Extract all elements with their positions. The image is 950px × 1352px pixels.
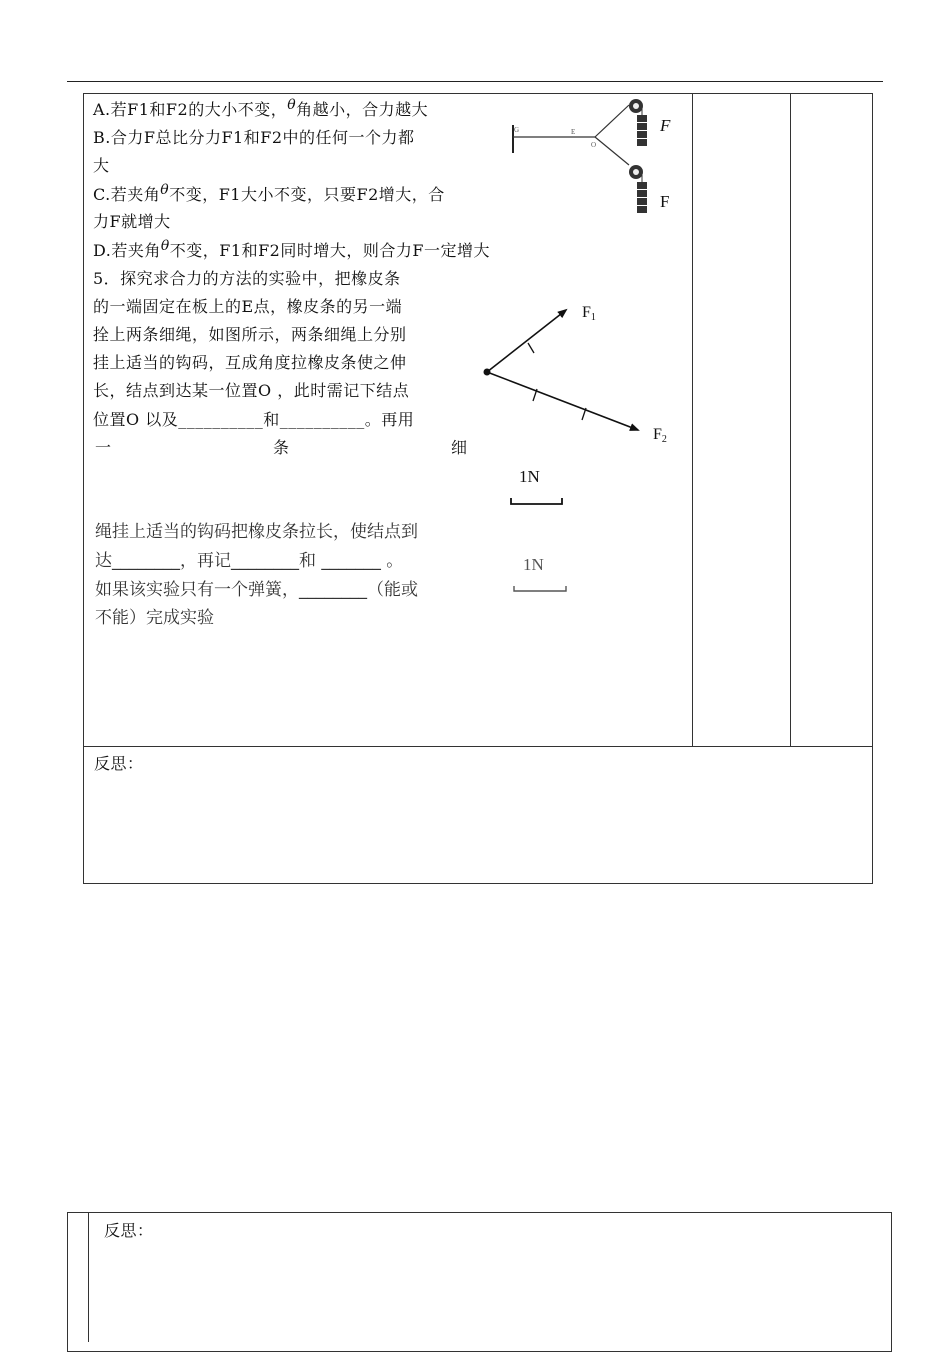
spread-word-3: 细 <box>450 438 467 457</box>
weight-stack-bottom <box>637 182 647 213</box>
spread-word-1: 一 <box>95 438 112 457</box>
option-b-continued: 大 <box>93 156 110 175</box>
option-a-text-pre: A.若F1和F2的大小不变， <box>93 100 288 119</box>
q5-line-1: 5．探究求合力的方法的实验中，把橡皮条 <box>93 269 401 288</box>
tick-f1 <box>528 343 534 353</box>
q5-line-3: 拴上两条细绳，如图所示，两条细绳上分别 <box>93 325 407 344</box>
string-down <box>595 137 629 165</box>
vector-f2 <box>487 372 638 430</box>
theta-symbol: θ <box>287 97 297 113</box>
label-e: E <box>571 128 576 136</box>
spread-word-2: 条 <box>272 438 289 457</box>
theta-symbol: θ <box>160 182 170 198</box>
option-c <box>93 182 445 206</box>
pulley-top-hub <box>633 103 639 109</box>
bottom-table <box>67 1212 892 1352</box>
option-c-text-post: 不变，F1大小不变，只要F2增大，合 <box>169 185 445 204</box>
bottom-reflection-label: 反思： <box>104 1221 154 1240</box>
header-rule <box>67 81 883 82</box>
scale-bar-faded <box>514 586 566 591</box>
label-f1: F1 <box>582 304 596 323</box>
option-a-text-post: 角越小，合力越大 <box>296 100 429 119</box>
force-vector-figure <box>478 295 688 600</box>
knot-point-o <box>484 369 491 376</box>
label-o: O <box>591 141 597 149</box>
option-a <box>93 97 429 121</box>
theta-symbol: θ <box>160 238 170 254</box>
q5-line-7 <box>95 438 467 458</box>
option-c-continued: 力F就增大 <box>93 212 171 231</box>
weight-stack-top <box>637 115 647 146</box>
q5-line-5: 长，结点到达某一位置O ，此时需记下结点 <box>93 381 410 400</box>
scale-bar <box>511 498 562 504</box>
scan-line-2: 达________，再记________和 _______ 。 <box>95 551 404 571</box>
label-f-top: F <box>660 116 671 135</box>
table-column-divider-1 <box>692 93 693 747</box>
q5-line-4: 挂上适当的钩码，互成角度拉橡皮条使之伸 <box>93 353 407 372</box>
q5-line-6: 位置O 以及__________和__________。再用 <box>93 410 415 429</box>
label-f-bottom: F <box>660 192 670 211</box>
option-d-text-pre: D.若夹角 <box>93 241 161 260</box>
bottom-table-divider <box>88 1212 89 1342</box>
option-d-text-post: 不变，F1和F2同时增大，则合力F一定增大 <box>169 241 490 260</box>
option-d <box>93 238 490 262</box>
vector-f1 <box>487 310 566 372</box>
q5-line-2: 的一端固定在板上的E点，橡皮条的另一端 <box>93 297 403 316</box>
scan-line-3: 如果该实验只有一个弹簧，________（能或 <box>95 580 418 600</box>
option-c-text-pre: C.若夹角 <box>93 185 161 204</box>
table-row-divider <box>83 746 873 747</box>
scan-line-1: 绳挂上适当的钩码把橡皮条拉长，使结点到 <box>95 522 418 542</box>
label-f2: F2 <box>653 426 667 445</box>
reflection-label: 反思： <box>94 754 144 773</box>
option-b: B.合力F总比分力F1和F2中的任何一个力都 <box>93 128 415 147</box>
scale-label: 1N <box>519 467 540 486</box>
label-g: G <box>514 126 520 134</box>
table-column-divider-2 <box>790 93 791 747</box>
pulley-bottom-hub <box>633 169 639 175</box>
pulley-figure <box>505 95 690 225</box>
scan-line-4: 不能）完成实验 <box>95 608 214 628</box>
scale-label-faded: 1N <box>523 555 544 574</box>
string-up <box>595 105 629 137</box>
